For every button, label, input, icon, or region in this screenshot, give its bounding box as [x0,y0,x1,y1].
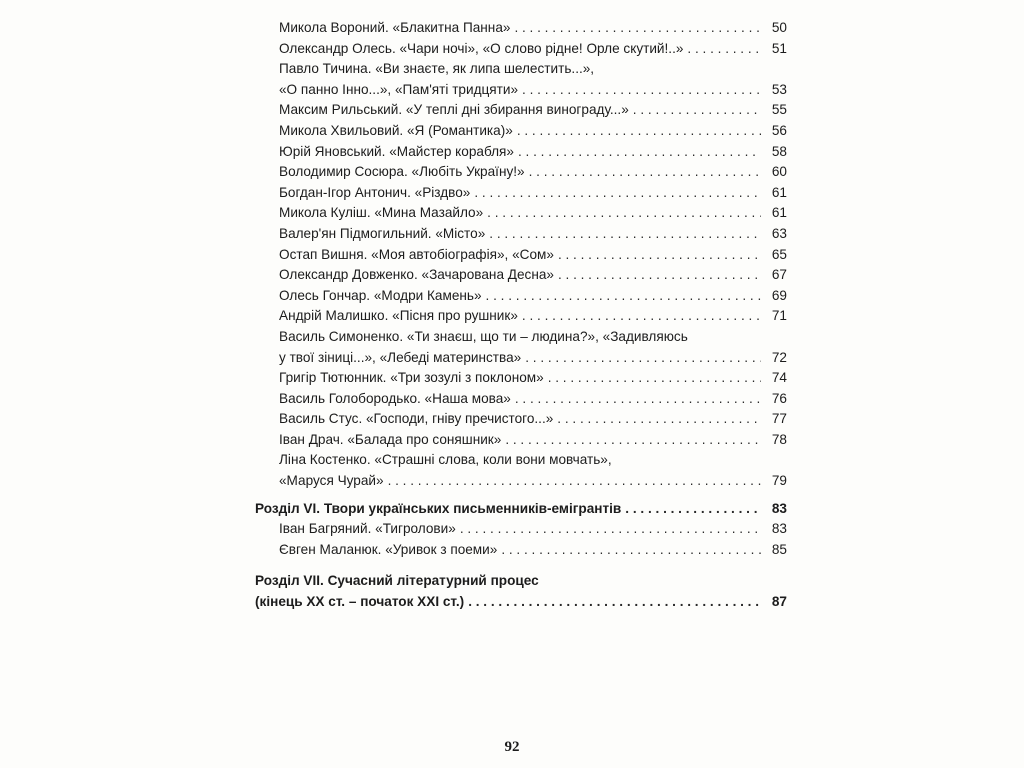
toc-entry [255,306,787,327]
page-ref: 71 [771,308,787,324]
page-ref: 83 [771,500,787,516]
toc-entry [255,39,787,60]
entry-title: Василь Симоненко. «Ти знаєш, що ти – людина?», «Задивляюсь [279,328,688,344]
toc-entry [255,162,787,183]
toc-entry [255,368,787,389]
entry-title: Юрій Яновський. «Майстер корабля» [279,143,514,159]
dot-leader [529,162,761,183]
dot-leader [505,430,761,451]
dot-leader [687,39,761,60]
section-title-line-1: Розділ VII. Сучасний літературний процес [255,573,539,589]
toc-entry [255,286,787,307]
entry-title: у твої зіниці...», «Лебеді материнства» [279,349,522,365]
entry-title: Іван Багряний. «Тигролови» [279,521,456,537]
table-of-contents [255,18,787,613]
page-number: 92 [504,739,520,755]
toc-entry [255,18,787,39]
entry-title: «О панно Інно...», «Пам'яті тридцяти» [279,81,519,97]
dot-leader [633,100,761,121]
page-ref: 78 [771,431,787,447]
entry-title: «Маруся Чурай» [279,473,384,489]
page-ref: 51 [771,40,787,56]
toc-entry [255,389,787,410]
page-ref: 79 [771,473,787,489]
entry-title: Богдан-Ігор Антонич. «Різдво» [279,184,471,200]
page-ref: 87 [771,594,787,610]
entry-title: Василь Голобородько. «Наша мова» [279,390,511,406]
page-ref: 77 [771,411,787,427]
page-ref: 60 [771,164,787,180]
toc-entry [255,450,787,491]
toc-section-6-entries [255,519,787,560]
page-ref: 61 [771,184,787,200]
entry-title: Микола Хвильовий. «Я (Романтика)» [279,122,513,138]
page-ref: 74 [771,370,787,386]
dot-leader [558,265,761,286]
toc-entries [255,18,787,492]
entry-title: Олександр Олесь. «Чари ночі», «О слово рідне! Орле скутий!..» [279,40,684,56]
page-ref: 72 [771,349,787,365]
page-ref: 53 [771,81,787,97]
page-ref: 58 [771,143,787,159]
toc-entry [255,327,787,368]
entry-title: Валер'ян Підмогильний. «Місто» [279,225,486,241]
page-ref: 55 [771,102,787,118]
page-ref: 65 [771,246,787,262]
dot-leader [468,592,761,613]
dot-leader [522,80,761,101]
dot-leader [487,203,761,224]
dot-leader [514,18,761,39]
toc-entry [255,540,787,561]
dot-leader [517,121,761,142]
entry-title: Василь Стус. «Господи, гніву пречистого...» [279,411,554,427]
spacer [255,560,787,571]
page-ref: 76 [771,390,787,406]
entry-title: Микола Вороний. «Блакитна Панна» [279,20,511,35]
dot-leader [558,245,761,266]
page-ref: 83 [771,521,787,537]
dot-leader [518,142,761,163]
toc-section-6 [255,499,787,520]
dot-leader [557,409,761,430]
entry-title: Олесь Гончар. «Модри Камень» [279,287,482,303]
dot-leader [522,306,761,327]
toc-entry [255,100,787,121]
entry-title: Остап Вишня. «Моя автобіографія», «Сом» [279,246,554,262]
entry-title: Іван Драч. «Балада про соняшник» [279,431,502,447]
dot-leader [388,471,761,492]
toc-entry [255,142,787,163]
entry-title: Микола Куліш. «Мина Мазайло» [279,205,484,221]
dot-leader [460,519,761,540]
toc-entry [255,59,787,100]
entry-title: Ліна Костенко. «Страшні слова, коли вони мовчать», [279,452,612,468]
dot-leader [501,540,761,561]
page-ref: 69 [771,287,787,303]
dot-leader [474,183,761,204]
toc-entry [255,121,787,142]
entry-title: Григір Тютюнник. «Три зозулі з поклоном» [279,370,544,386]
toc-entry [255,224,787,245]
toc-entry [255,265,787,286]
entry-title: Андрій Малишко. «Пісня про рушник» [279,308,518,324]
section-title: Розділ VI. Твори українських письменників-емігрантів [255,500,622,516]
entry-title: Олександр Довженко. «Зачарована Десна» [279,267,554,283]
toc-entry [255,245,787,266]
page-ref: 56 [771,122,787,138]
section-title-line-2: (кінець XX ст. – початок XXI ст.) [255,594,465,610]
page-ref: 61 [771,205,787,221]
entry-title: Володимир Сосюра. «Любіть Україну!» [279,164,525,180]
dot-leader [548,368,761,389]
toc-entry [255,203,787,224]
toc-entry [255,183,787,204]
dot-leader [625,499,761,520]
dot-leader [486,286,761,307]
toc-section-7 [255,571,787,612]
entry-title: Євген Маланюк. «Уривок з поеми» [279,541,498,557]
page-ref: 50 [771,20,787,35]
page-ref: 63 [771,225,787,241]
page-ref: 85 [771,541,787,557]
toc-entry [255,430,787,451]
dot-leader [489,224,761,245]
toc-entry [255,519,787,540]
entry-title: Максим Рильський. «У теплі дні збирання винограду...» [279,102,629,118]
dot-leader [515,389,761,410]
spacer [255,492,787,499]
page-ref: 67 [771,267,787,283]
entry-title: Павло Тичина. «Ви знаєте, як липа шелестить...», [279,61,595,77]
dot-leader [525,348,761,369]
toc-entry [255,409,787,430]
